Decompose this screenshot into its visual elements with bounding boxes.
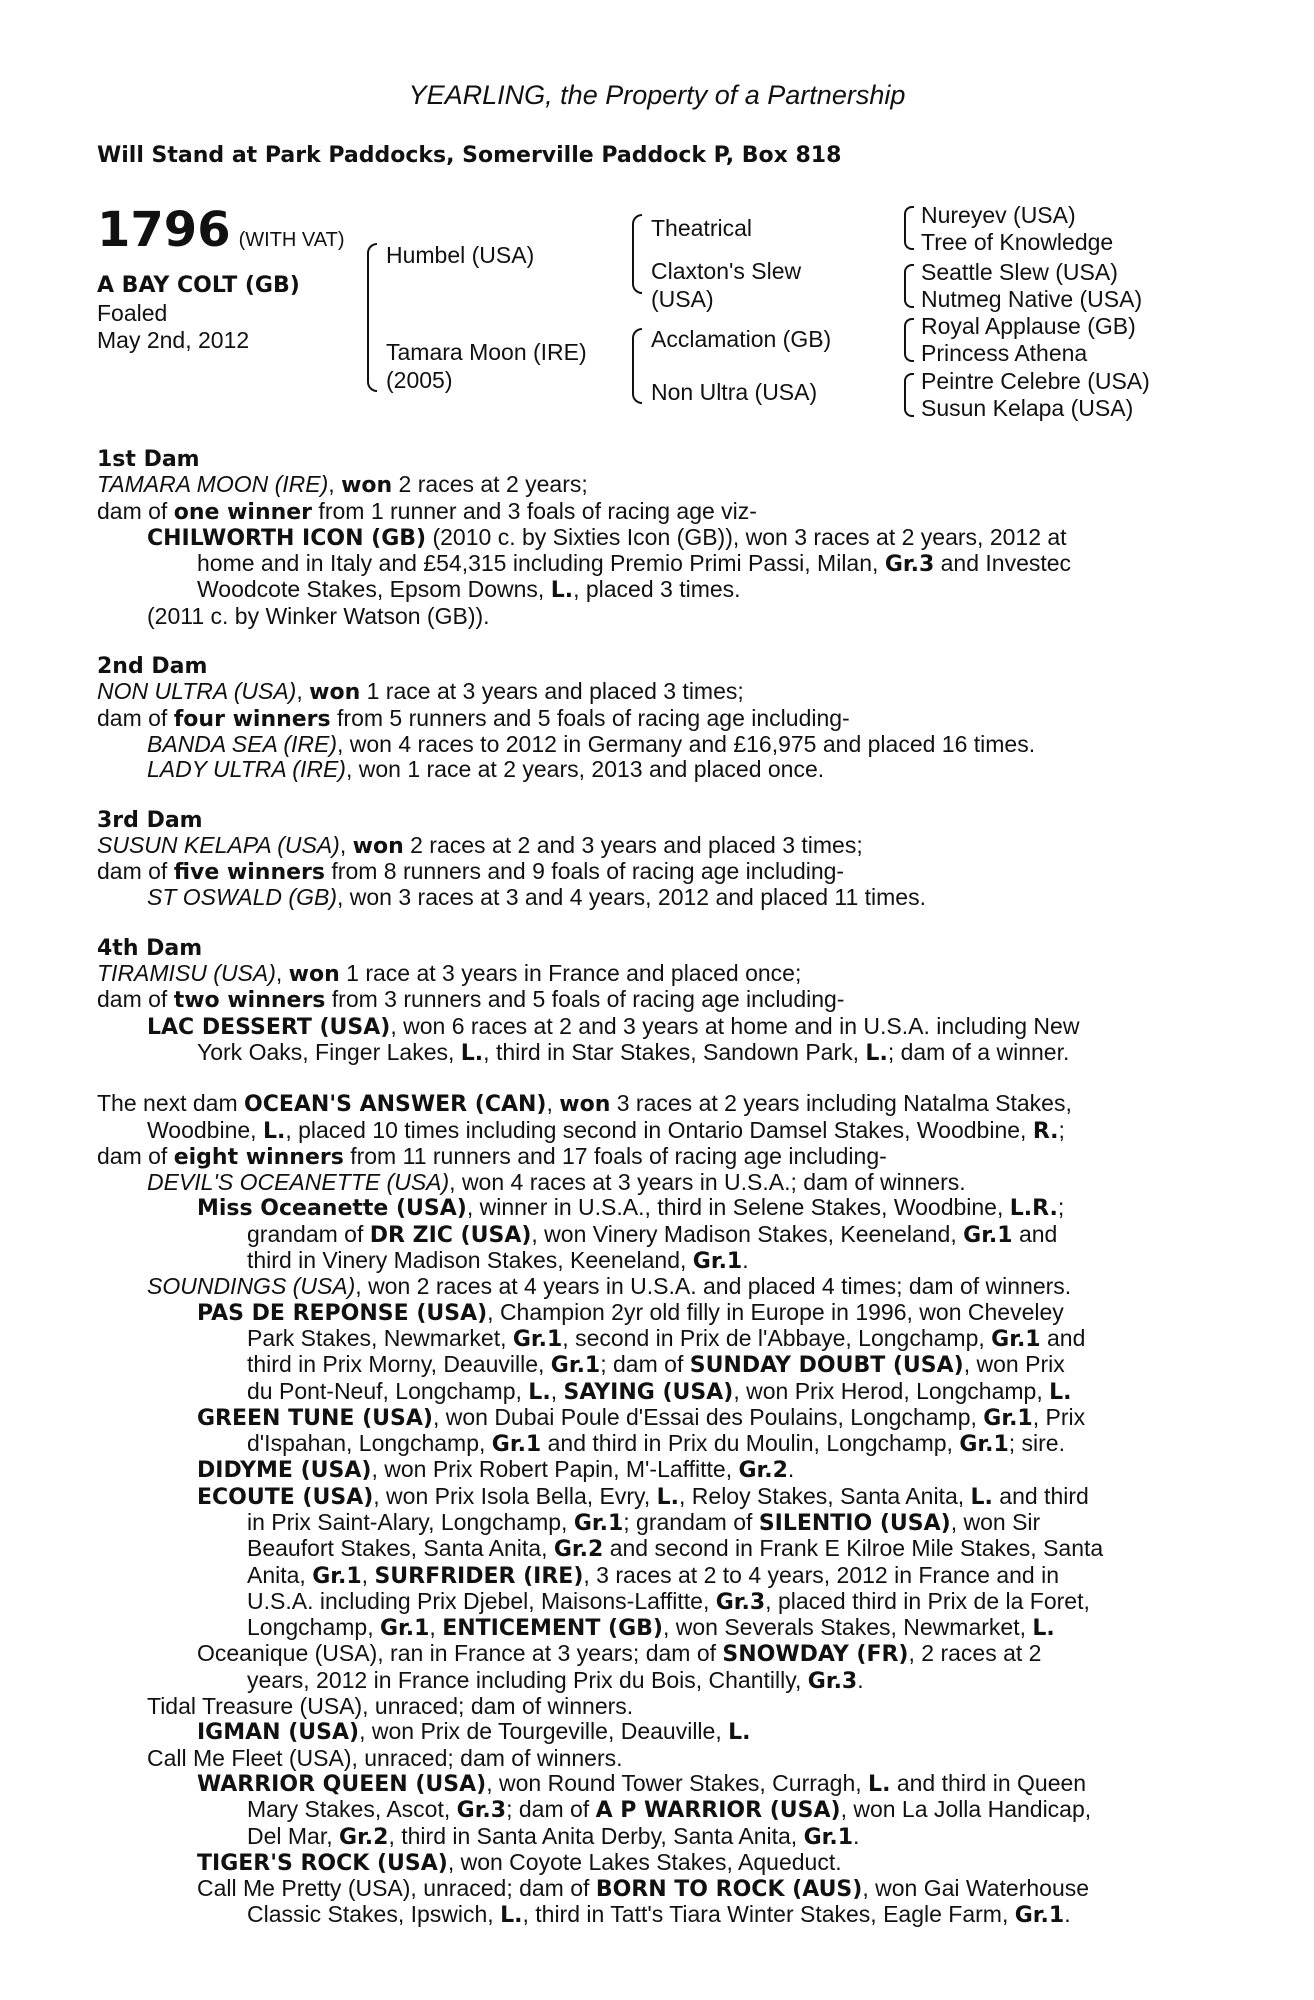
text-run: d'Ispahan, Longchamp, bbox=[247, 1430, 492, 1457]
text-line bbox=[97, 732, 1217, 757]
italic-text: NON ULTRA (USA) bbox=[97, 678, 297, 705]
text-run: and Investec bbox=[934, 550, 1072, 577]
bold-text: SAYING (USA) bbox=[563, 1379, 734, 1405]
italic-text: SUSUN KELAPA (USA) bbox=[97, 831, 340, 858]
text-run: from 5 runners and 5 foals of racing age including- bbox=[330, 704, 850, 731]
lot-number-row bbox=[97, 202, 345, 258]
text-line bbox=[97, 961, 1217, 987]
text-run: , won Prix Robert Papin, M'-Laffitte, bbox=[371, 1456, 739, 1483]
text-line bbox=[97, 1144, 1217, 1170]
italic-text: TAMARA MOON (IRE) bbox=[97, 471, 329, 498]
text-run: , bbox=[550, 1377, 564, 1404]
bold-text: L. bbox=[262, 1118, 286, 1144]
text-line bbox=[97, 1405, 1217, 1431]
bold-text: won bbox=[309, 680, 361, 706]
text-run: 1 race at 3 years and placed 3 times; bbox=[360, 678, 744, 705]
text-run: Beaufort Stakes, Santa Anita, bbox=[247, 1535, 554, 1562]
pedigree-sire-dam: Claxton's Slew bbox=[651, 258, 802, 284]
text-line bbox=[97, 1118, 1217, 1144]
text-run: 2 races at 2 years; bbox=[392, 471, 588, 498]
text-line bbox=[97, 1902, 1217, 1928]
text-run: from 3 runners and 5 foals of racing age including- bbox=[325, 986, 845, 1013]
text-run: and third bbox=[992, 1482, 1089, 1509]
text-run: Anita, bbox=[247, 1561, 313, 1588]
bold-text: Gr.3 bbox=[456, 1798, 507, 1824]
text-line bbox=[97, 1746, 1217, 1771]
text-line bbox=[97, 1876, 1217, 1902]
text-run: years, 2012 in France including Prix du Bois, Chantilly, bbox=[247, 1666, 808, 1693]
bold-text: R. bbox=[1032, 1118, 1059, 1144]
text-run: Park Stakes, Newmarket, bbox=[247, 1324, 513, 1351]
text-run: , won Prix Isola Bella, Evry, bbox=[373, 1482, 657, 1509]
text-run: , won 1 race at 2 years, 2013 and placed once. bbox=[345, 756, 825, 783]
pedigree-sire-sire: Theatrical bbox=[651, 215, 752, 241]
text-run: third in Vinery Madison Stakes, Keeneland, bbox=[247, 1247, 693, 1274]
bold-text: ECOUTE (USA) bbox=[197, 1484, 374, 1510]
pedigree-sdd: Nutmeg Native (USA) bbox=[921, 286, 1143, 312]
pedigree-dds: Peintre Celebre (USA) bbox=[921, 368, 1150, 394]
text-line bbox=[97, 859, 1217, 885]
text-run: dam of bbox=[97, 986, 174, 1013]
text-run: . bbox=[742, 1247, 749, 1274]
text-run: , won Vinery Madison Stakes, Keeneland, bbox=[531, 1220, 964, 1247]
text-line bbox=[97, 885, 1217, 910]
text-run: Woodcote Stakes, Epsom Downs, bbox=[197, 576, 551, 603]
bold-text: L. bbox=[550, 578, 574, 604]
text-line bbox=[97, 1195, 1217, 1221]
italic-text: ST OSWALD (GB) bbox=[147, 884, 337, 911]
text-line bbox=[97, 499, 1217, 525]
pedigree-brace bbox=[367, 243, 377, 392]
lot-name: A BAY COLT (GB) bbox=[97, 273, 300, 298]
text-run: , Champion 2yr old filly in Europe in 1996, won Cheveley bbox=[487, 1298, 1064, 1325]
text-line bbox=[97, 1771, 1217, 1797]
text-run: Tidal Treasure (USA), unraced; dam of winners. bbox=[147, 1693, 634, 1720]
text-run: , placed 3 times. bbox=[573, 576, 741, 603]
bold-text: won bbox=[341, 473, 393, 499]
text-run: from 1 runner and 3 foals of racing age viz- bbox=[312, 497, 757, 524]
text-run: ; grandam of bbox=[623, 1508, 759, 1535]
text-run: , won Sir bbox=[950, 1508, 1041, 1535]
bold-text: Gr.3 bbox=[884, 552, 935, 578]
pedigree-brace bbox=[904, 373, 914, 417]
page-title: YEARLING, the Property of a Partnership bbox=[408, 80, 906, 110]
bold-text: Gr.1 bbox=[379, 1616, 430, 1642]
pedigree-sire-dam-country: (USA) bbox=[651, 286, 714, 312]
bold-text: DR ZIC (USA) bbox=[369, 1222, 532, 1248]
pedigree-dss: Royal Applause (GB) bbox=[921, 313, 1136, 339]
pedigree-dam-dam: Non Ultra (USA) bbox=[651, 379, 818, 405]
text-run: , third in Santa Anita Derby, Santa Anita, bbox=[388, 1822, 804, 1849]
bold-text: L. bbox=[970, 1484, 993, 1510]
bold-text: eight winners bbox=[173, 1144, 344, 1170]
bold-text: Gr.2 bbox=[738, 1458, 788, 1484]
text-line bbox=[97, 1040, 1217, 1066]
text-run: . bbox=[1064, 1901, 1071, 1928]
text-run: , won Severals Stakes, Newmarket, bbox=[662, 1614, 1033, 1641]
bold-text: SNOWDAY (FR) bbox=[722, 1642, 909, 1668]
text-run: ; dam of bbox=[600, 1351, 690, 1378]
text-line bbox=[97, 1274, 1217, 1299]
text-run: home and in Italy and £54,315 including Premio Primi Passi, Milan, bbox=[197, 550, 885, 577]
text-run: 1 race at 3 years in France and placed once; bbox=[339, 960, 802, 987]
bold-text: SILENTIO (USA) bbox=[758, 1510, 951, 1536]
text-run: , won Dubai Poule d'Essai des Poulains, Longchamp, bbox=[432, 1403, 984, 1430]
text-line bbox=[97, 679, 1217, 705]
text-line bbox=[97, 525, 1217, 551]
section-heading: 3rd Dam bbox=[97, 807, 203, 833]
bold-text: SURFRIDER (IRE) bbox=[374, 1563, 584, 1589]
italic-text: TIRAMISU (USA) bbox=[97, 960, 276, 987]
text-line bbox=[97, 1536, 1217, 1562]
text-run: ; dam of a winner. bbox=[887, 1038, 1070, 1065]
text-run: , bbox=[275, 960, 289, 987]
bold-text: DIDYME (USA) bbox=[197, 1458, 372, 1484]
bold-text: won bbox=[352, 833, 404, 859]
text-run: and bbox=[1012, 1220, 1058, 1247]
text-run: Mary Stakes, Ascot, bbox=[247, 1796, 457, 1823]
text-run: and third in Prix du Moulin, Longchamp, bbox=[541, 1430, 960, 1457]
bold-text: A P WARRIOR (USA) bbox=[595, 1798, 841, 1824]
bold-text: IGMAN (USA) bbox=[197, 1720, 360, 1746]
text-run: and third in Queen bbox=[890, 1769, 1087, 1796]
text-line bbox=[97, 577, 1217, 603]
text-run: , won Coyote Lakes Stakes, Aqueduct. bbox=[447, 1848, 842, 1875]
bold-text: CHILWORTH ICON (GB) bbox=[147, 525, 427, 551]
text-run: . bbox=[787, 1456, 795, 1483]
text-run: from 8 runners and 9 foals of racing age including- bbox=[325, 858, 845, 885]
bold-text: four winners bbox=[173, 706, 331, 732]
bold-text: BORN TO ROCK (AUS) bbox=[595, 1877, 863, 1903]
text-run: in Prix Saint-Alary, Longchamp, bbox=[247, 1508, 574, 1535]
text-run: dam of bbox=[97, 497, 174, 524]
text-line bbox=[97, 1694, 1217, 1719]
lot-number: 1796 bbox=[97, 202, 231, 258]
text-run: , won 4 races at 3 years in U.S.A.; dam of winners. bbox=[449, 1169, 966, 1196]
bold-text: L. bbox=[460, 1040, 484, 1066]
text-run: 3 races at 2 years including Natalma Stakes, bbox=[610, 1090, 1072, 1117]
text-line bbox=[97, 987, 1217, 1013]
pedigree-sds: Seattle Slew (USA) bbox=[921, 259, 1118, 285]
section-heading: 1st Dam bbox=[97, 447, 200, 472]
bold-text: L. bbox=[528, 1379, 551, 1405]
text-run: , placed 10 times including second in Ontario Damsel Stakes, Woodbine, bbox=[285, 1116, 1033, 1143]
italic-text: LADY ULTRA (IRE) bbox=[147, 756, 346, 783]
text-line bbox=[97, 1824, 1217, 1850]
bold-text: Gr.1 bbox=[573, 1510, 624, 1536]
text-run: (2010 c. by Sixties Icon (GB)), won 3 races at 2 years, 2012 at bbox=[426, 523, 1067, 550]
pedigree-sire: Humbel (USA) bbox=[386, 242, 535, 268]
text-run: , won 6 races at 2 and 3 years at home and in U.S.A. including New bbox=[390, 1012, 1080, 1039]
bold-text: Gr.1 bbox=[491, 1432, 542, 1458]
text-run: , bbox=[546, 1090, 560, 1117]
text-run: , third in Tatt's Tiara Winter Stakes, Eagle Farm, bbox=[522, 1901, 1015, 1928]
text-run: , 3 races at 2 to 4 years, 2012 in France and in bbox=[583, 1561, 1060, 1588]
text-line bbox=[97, 1510, 1217, 1536]
bold-text: SUNDAY DOUBT (USA) bbox=[689, 1353, 964, 1379]
pedigree-ddd: Susun Kelapa (USA) bbox=[921, 395, 1134, 421]
text-run: . bbox=[857, 1666, 864, 1693]
foaled-date: May 2nd, 2012 bbox=[97, 327, 250, 353]
bold-text: ENTICEMENT (GB) bbox=[442, 1616, 663, 1642]
text-run: ; dam of bbox=[506, 1796, 596, 1823]
bold-text: five winners bbox=[173, 860, 326, 886]
bold-text: Gr.1 bbox=[1014, 1903, 1065, 1929]
section-heading: 2nd Dam bbox=[97, 654, 208, 680]
pedigree-dam-sire: Acclamation (GB) bbox=[651, 326, 832, 352]
bold-text: Gr.3 bbox=[807, 1668, 858, 1694]
bold-text: L. bbox=[868, 1771, 891, 1797]
text-line bbox=[97, 604, 1217, 629]
pedigree-brace bbox=[632, 328, 642, 404]
text-run: . bbox=[853, 1822, 860, 1849]
text-line bbox=[97, 1431, 1217, 1457]
bold-text: Gr.1 bbox=[692, 1249, 743, 1275]
dam-details bbox=[97, 447, 1217, 1929]
text-run: Longchamp, bbox=[247, 1614, 380, 1641]
text-line bbox=[97, 1719, 1217, 1745]
text-run: , Prix bbox=[1032, 1403, 1086, 1430]
text-run: Call Me Fleet (USA), unraced; dam of winners. bbox=[147, 1744, 623, 1771]
text-line bbox=[97, 551, 1217, 577]
text-run: , won Prix Herod, Longchamp, bbox=[733, 1377, 1050, 1404]
text-run: , won La Jolla Handicap, bbox=[840, 1796, 1092, 1823]
bold-text: won bbox=[288, 962, 340, 988]
text-run: ; bbox=[1058, 1116, 1065, 1143]
pedigree-brace bbox=[632, 214, 642, 294]
bold-text: Gr.2 bbox=[339, 1824, 389, 1850]
text-run: , won Prix bbox=[963, 1351, 1065, 1378]
text-run: dam of bbox=[97, 1142, 174, 1169]
text-run: , bbox=[339, 831, 353, 858]
text-line bbox=[97, 757, 1217, 782]
text-run: , won Round Tower Stakes, Curragh, bbox=[486, 1769, 869, 1796]
pedigree-ssd: Tree of Knowledge bbox=[921, 229, 1114, 255]
text-line bbox=[97, 1589, 1217, 1615]
text-run: U.S.A. including Prix Djebel, Maisons-Laffitte, bbox=[247, 1587, 716, 1614]
text-line bbox=[97, 1248, 1217, 1274]
text-run: , won 2 races at 4 years in U.S.A. and placed 4 times; dam of winners. bbox=[355, 1273, 1072, 1300]
pedigree-brace bbox=[904, 318, 914, 362]
text-run: , third in Star Stakes, Sandown Park, bbox=[483, 1038, 866, 1065]
text-run: and bbox=[1040, 1324, 1086, 1351]
text-run: , bbox=[429, 1614, 443, 1641]
pedigree-brace bbox=[904, 264, 914, 308]
bold-text: Miss Oceanette (USA) bbox=[197, 1196, 467, 1222]
text-run: , winner in U.S.A., third in Selene Stakes, Woodbine, bbox=[466, 1194, 1010, 1221]
text-run: du Pont-Neuf, Longchamp, bbox=[247, 1377, 529, 1404]
text-run: dam of bbox=[97, 858, 174, 885]
text-line bbox=[97, 1222, 1217, 1248]
bold-text: one winner bbox=[173, 499, 313, 525]
bold-text: L. bbox=[1049, 1379, 1072, 1405]
italic-text: SOUNDINGS (USA) bbox=[147, 1273, 356, 1300]
bold-text: Gr.1 bbox=[512, 1326, 563, 1352]
bold-text: two winners bbox=[173, 988, 326, 1014]
text-line bbox=[97, 706, 1217, 732]
bold-text: L. bbox=[865, 1040, 888, 1066]
text-line bbox=[97, 1379, 1217, 1405]
text-run: ; sire. bbox=[1008, 1430, 1065, 1457]
text-run: Del Mar, bbox=[247, 1822, 340, 1849]
text-line bbox=[97, 472, 1217, 498]
text-line bbox=[97, 1563, 1217, 1589]
text-line bbox=[97, 1091, 1217, 1117]
lot-vat: (WITH VAT) bbox=[238, 229, 345, 251]
text-line bbox=[97, 1797, 1217, 1823]
italic-text: DEVIL'S OCEANETTE (USA) bbox=[147, 1169, 450, 1196]
bold-text: PAS DE REPONSE (USA) bbox=[197, 1300, 488, 1326]
text-run: , won Gai Waterhouse bbox=[862, 1875, 1090, 1902]
bold-text: L. bbox=[1032, 1616, 1055, 1642]
text-line bbox=[97, 833, 1217, 859]
text-line bbox=[97, 1300, 1217, 1326]
italic-text: BANDA SEA (IRE) bbox=[147, 730, 337, 757]
text-run: , 2 races at 2 bbox=[908, 1640, 1042, 1667]
text-line bbox=[97, 1641, 1217, 1667]
text-run: , bbox=[361, 1561, 375, 1588]
bold-text: GREEN TUNE (USA) bbox=[197, 1405, 433, 1431]
bold-text: Gr.1 bbox=[312, 1563, 362, 1589]
bold-text: OCEAN'S ANSWER (CAN) bbox=[244, 1092, 547, 1118]
text-line bbox=[97, 1014, 1217, 1040]
bold-text: TIGER'S ROCK (USA) bbox=[197, 1850, 448, 1876]
bold-text: Gr.1 bbox=[991, 1326, 1041, 1352]
text-run: (2011 c. by Winker Watson (GB)). bbox=[147, 602, 490, 629]
pedigree-sss: Nureyev (USA) bbox=[921, 202, 1076, 228]
text-run: York Oaks, Finger Lakes, bbox=[197, 1038, 461, 1065]
text-run: grandam of bbox=[247, 1220, 370, 1247]
text-run: , won 4 races to 2012 in Germany and £16,975 and placed 16 times. bbox=[337, 730, 1036, 757]
bold-text: Gr.1 bbox=[550, 1353, 601, 1379]
text-run: , won 3 races at 3 and 4 years, 2012 and placed 11 times. bbox=[337, 884, 926, 911]
text-run: ; bbox=[1057, 1194, 1065, 1221]
bold-text: L. bbox=[500, 1903, 523, 1929]
text-run: from 11 runners and 17 foals of racing age including- bbox=[343, 1142, 887, 1169]
text-run: , bbox=[296, 678, 310, 705]
bold-text: L.R. bbox=[1009, 1196, 1058, 1222]
pedigree-dam-year: (2005) bbox=[386, 367, 453, 393]
text-run: , placed third in Prix de la Foret, bbox=[765, 1587, 1090, 1614]
text-run: dam of bbox=[97, 704, 174, 731]
text-run: , won Prix de Tourgeville, Deauville, bbox=[359, 1718, 729, 1745]
text-run: third in Prix Morny, Deauville, bbox=[247, 1351, 551, 1378]
text-run: , bbox=[328, 471, 342, 498]
text-run: Woodbine, bbox=[147, 1116, 263, 1143]
text-line bbox=[97, 1484, 1217, 1510]
text-run: and second in Frank E Kilroe Mile Stakes, Santa bbox=[603, 1535, 1104, 1562]
text-run: 2 races at 2 and 3 years and placed 3 times; bbox=[403, 831, 863, 858]
pedigree-brace bbox=[904, 206, 914, 250]
bold-text: Gr.2 bbox=[553, 1537, 604, 1563]
section-heading: 4th Dam bbox=[97, 935, 203, 961]
text-line bbox=[97, 1850, 1217, 1876]
bold-text: won bbox=[559, 1092, 611, 1118]
bold-text: WARRIOR QUEEN (USA) bbox=[197, 1771, 487, 1797]
text-run: The next dam bbox=[97, 1090, 245, 1117]
text-run: Classic Stakes, Ipswich, bbox=[247, 1901, 501, 1928]
bold-text: Gr.1 bbox=[963, 1222, 1013, 1248]
text-line bbox=[97, 1326, 1217, 1352]
text-line bbox=[97, 1457, 1217, 1483]
text-run: , Reloy Stakes, Santa Anita, bbox=[679, 1482, 971, 1509]
bold-text: Gr.3 bbox=[715, 1589, 766, 1615]
text-line bbox=[97, 1170, 1217, 1195]
pedigree-dam: Tamara Moon (IRE) bbox=[386, 339, 587, 365]
text-line bbox=[97, 1668, 1217, 1694]
text-run: Call Me Pretty (USA), unraced; dam of bbox=[197, 1875, 596, 1902]
text-line bbox=[97, 1615, 1217, 1641]
text-run: , second in Prix de l'Abbaye, Longchamp, bbox=[562, 1324, 992, 1351]
bold-text: L. bbox=[728, 1720, 751, 1746]
bold-text: L. bbox=[656, 1484, 680, 1510]
pedigree-dsd: Princess Athena bbox=[921, 340, 1088, 366]
bold-text: LAC DESSERT (USA) bbox=[147, 1014, 391, 1040]
bold-text: Gr.1 bbox=[959, 1432, 1009, 1458]
foaled-label: Foaled bbox=[97, 300, 168, 326]
text-run: Oceanique (USA), ran in France at 3 years; dam of bbox=[197, 1640, 723, 1667]
bold-text: Gr.1 bbox=[983, 1405, 1033, 1431]
text-line bbox=[97, 1352, 1217, 1378]
stand-location: Will Stand at Park Paddocks, Somerville Paddock P, Box 818 bbox=[97, 143, 842, 168]
bold-text: Gr.1 bbox=[803, 1824, 854, 1850]
